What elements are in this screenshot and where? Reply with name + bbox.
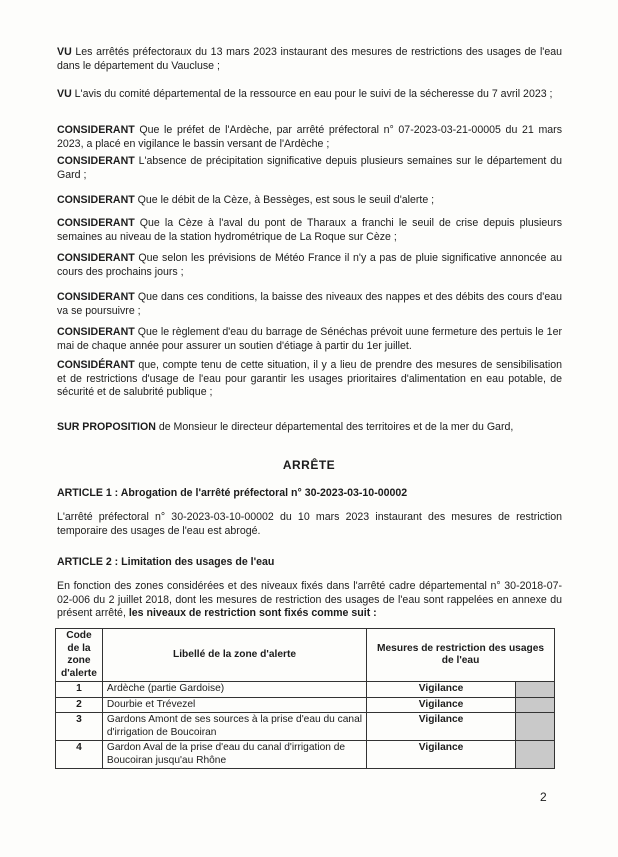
considerant-paragraph	[57, 326, 562, 353]
considerant-text: Que dans ces conditions, la baisse des niveaux des nappes et des débits des cours d'eau va se poursuivre ;	[57, 291, 562, 317]
zone-mesure: Vigilance	[367, 741, 516, 769]
considerant-paragraph	[57, 217, 562, 244]
considerant-keyword: CONSIDERANT	[57, 124, 135, 136]
vu-keyword: VU	[57, 46, 72, 58]
article-1-heading: ARTICLE 1 : Abrogation de l'arrêté préfectoral n° 30-2023-03-10-00002	[57, 487, 408, 499]
article-2-heading: ARTICLE 2 : Limitation des usages de l'eau	[57, 556, 275, 568]
vu-text: L'avis du comité départemental de la ressource en eau pour le suivi de la sécheresse du 7 avril 2023 ;	[71, 88, 553, 100]
zone-status-cell	[515, 697, 554, 713]
considerant-keyword: CONSIDERANT	[57, 291, 135, 303]
considerant-keyword: CONSIDÉRANT	[57, 359, 135, 371]
article-2-body-text: En fonction des zones considérées et des niveaux fixés dans l'arrêté cadre départemental n° 30-2018-07-02-006 du 2 juillet 2018, dont les mesures de restriction des usages de l'eau sont rappelées en annexe du présent arrêté,	[57, 580, 562, 619]
considerant-text: Que le débit de la Cèze, à Bessèges, est sous le seuil d'alerte ;	[134, 194, 435, 206]
table-row	[56, 697, 555, 713]
zone-mesure: Vigilance	[367, 682, 516, 698]
zone-libelle: Gardons Amont de ses sources à la prise d'eau du canal d'irrigation de Boucoiran	[102, 713, 366, 741]
zone-code: 1	[56, 682, 103, 698]
vu-keyword: VU	[57, 88, 72, 100]
considerant-keyword: CONSIDERANT	[57, 217, 135, 229]
considerant-paragraph	[57, 124, 562, 151]
table-row	[56, 682, 555, 698]
considerant-paragraph	[57, 194, 562, 208]
considerant-keyword: CONSIDERANT	[57, 155, 135, 167]
zone-mesure: Vigilance	[367, 697, 516, 713]
considerant-text: Que le préfet de l'Ardèche, par arrêté préfectoral n° 07-2023-03-21-00005 du 21 mars 2023, a placé en vigilance le bassin versant de l'Ardèche ;	[57, 124, 562, 150]
proposition-keyword: SUR PROPOSITION	[57, 421, 156, 433]
zone-libelle: Gardon Aval de la prise d'eau du canal d'irrigation de Boucoiran jusqu'au Rhône	[102, 741, 366, 769]
zone-status-cell	[515, 713, 554, 741]
proposition-paragraph	[57, 421, 562, 435]
table-row	[56, 741, 555, 769]
vu-paragraph	[57, 46, 562, 73]
proposition-text: de Monsieur le directeur départemental des territoires et de la mer du Gard,	[155, 421, 514, 433]
vu-text: Les arrêtés préfectoraux du 13 mars 2023 instaurant des mesures de restrictions des usages de l'eau dans le département du Vaucluse ;	[57, 46, 562, 72]
zone-code: 2	[56, 697, 103, 713]
considerant-text: Que la Cèze à l'aval du pont de Tharaux a franchi le seuil de crise depuis plusieurs semaines au niveau de la station hydrométrique de La Roque sur Cèze ;	[57, 217, 562, 243]
considerant-text: que, compte tenu de cette situation, il y a lieu de prendre des mesures de sensibilisation et de restrictions d'usage de l'eau pour garantir les usages prioritaires d'alimentation en eau potable, de sécurité et de salubrité publique ;	[57, 359, 562, 398]
alert-zones-table	[55, 628, 555, 769]
considerant-paragraph	[57, 252, 562, 279]
zone-code: 4	[56, 741, 103, 769]
zone-mesure: Vigilance	[367, 713, 516, 741]
considerant-text: Que le règlement d'eau du barrage de Sénéchas prévoit uune fermeture des pertuis le 1er mai de chaque année pour assurer un soutien d'étiage à partir du 1er juillet.	[57, 326, 562, 352]
considerant-keyword: CONSIDERANT	[57, 252, 135, 264]
considerant-text: L'absence de précipitation significative depuis plusieurs semaines sur le département du Gard ;	[57, 155, 562, 181]
zone-status-cell	[515, 682, 554, 698]
zone-status-cell	[515, 741, 554, 769]
page-number: 2	[540, 790, 547, 804]
article-2-body-emphasis: les niveaux de restriction sont fixés comme suit :	[128, 607, 377, 619]
article-2-body	[57, 580, 562, 621]
header-code: Code de la zone d'alerte	[56, 629, 103, 682]
considerant-keyword: CONSIDERANT	[57, 194, 135, 206]
header-mesures: Mesures de restriction des usages de l'eau	[367, 629, 555, 682]
considerant-paragraph	[57, 291, 562, 318]
header-libelle: Libellé de la zone d'alerte	[102, 629, 366, 682]
zone-libelle: Ardèche (partie Gardoise)	[102, 682, 366, 698]
considerant-paragraph	[57, 155, 562, 182]
considerant-keyword: CONSIDERANT	[57, 326, 135, 338]
considerant-paragraph	[57, 359, 562, 400]
zone-code: 3	[56, 713, 103, 741]
zone-libelle: Dourbie et Trévezel	[102, 697, 366, 713]
considerant-text: Que selon les prévisions de Météo France il n'y a pas de pluie significative annoncée au cours des prochains jours ;	[57, 252, 562, 278]
article-1-body: L'arrêté préfectoral n° 30-2023-03-10-00002 du 10 mars 2023 instaurant des mesures de restriction temporaire des usages de l'eau est abrogé.	[57, 511, 562, 537]
table-header-row	[56, 629, 555, 682]
vu-paragraph	[57, 88, 562, 102]
arrete-title: ARRÊTE	[282, 458, 336, 472]
table-row	[56, 713, 555, 741]
